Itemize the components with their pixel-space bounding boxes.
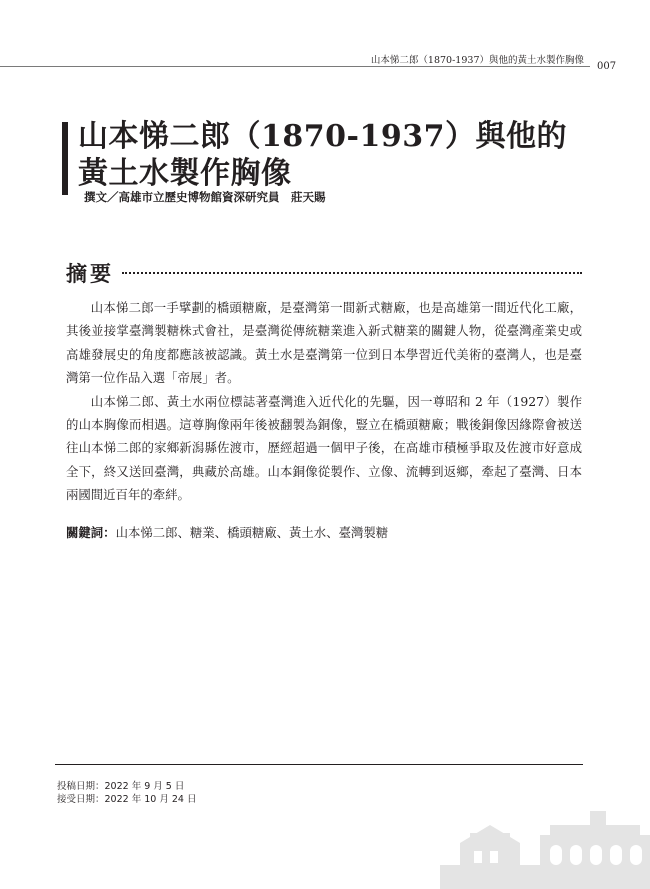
abstract-body: [66, 296, 582, 507]
keywords-label: 關鍵詞：: [66, 525, 116, 540]
abstract-heading: 摘要: [66, 261, 114, 286]
title-line-2: 黃土水製作胸像: [78, 156, 292, 191]
page-number: 007: [597, 61, 617, 72]
keywords: [66, 523, 582, 543]
abstract-paragraph-1: 山本悌二郎一手擘劃的橋頭糖廠，是臺灣第一間新式糖廠，也是高雄第一間近代化工廠，其後並接掌臺灣製糖株式會社，是臺灣從傳統糖業進入新式糖業的關鍵人物，從臺灣產業史或高雄發展史的角度都應該被認識。黃土水是臺灣第一位到日本學習近代美術的臺灣人，也是臺灣第一位作品入選「帝展」者。: [66, 300, 582, 386]
accepted-date: 接受日期：2022 年 10 月 24 日: [57, 794, 197, 805]
running-head: 山本悌二郎（1870-1937）與他的黃土水製作胸像: [370, 55, 584, 66]
title-line-1: 山本悌二郎（1870-1937）與他的: [78, 119, 567, 154]
title-accent-bar: [62, 122, 68, 195]
abstract-paragraph-2: 山本悌二郎、黃土水兩位標誌著臺灣進入近代化的先驅，因一尊昭和 2 年（1927）製作的山本胸像而相遇。這尊胸像兩年後被翻製為銅像，豎立在橋頭糖廠；戰後銅像因緣際會被送往山本悌二郎的家鄉新潟縣佐渡市，歷經超過一個甲子後，在高雄市積極爭取及佐渡市好意成全下，終又送回臺灣，典藏於高雄。山本銅像從製作、立像、流轉到返鄉，牽起了臺灣、日本兩國間近百年的牽絆。: [66, 393, 582, 503]
header-rule: [0, 66, 590, 67]
keywords-text: 山本悌二郎、糖業、橋頭糖廠、黃土水、臺灣製糖: [115, 525, 389, 540]
author-byline: 撰文／高雄市立歷史博物館資深研究員 莊天賜: [84, 190, 326, 204]
building-watermark-icon: [440, 795, 650, 889]
footer-rule: [55, 764, 583, 765]
heading-dotted-leader: [122, 272, 582, 274]
submission-dates: [57, 780, 196, 806]
article-title: [78, 118, 598, 192]
submitted-date: 投稿日期：2022 年 9 月 5 日: [57, 781, 185, 792]
